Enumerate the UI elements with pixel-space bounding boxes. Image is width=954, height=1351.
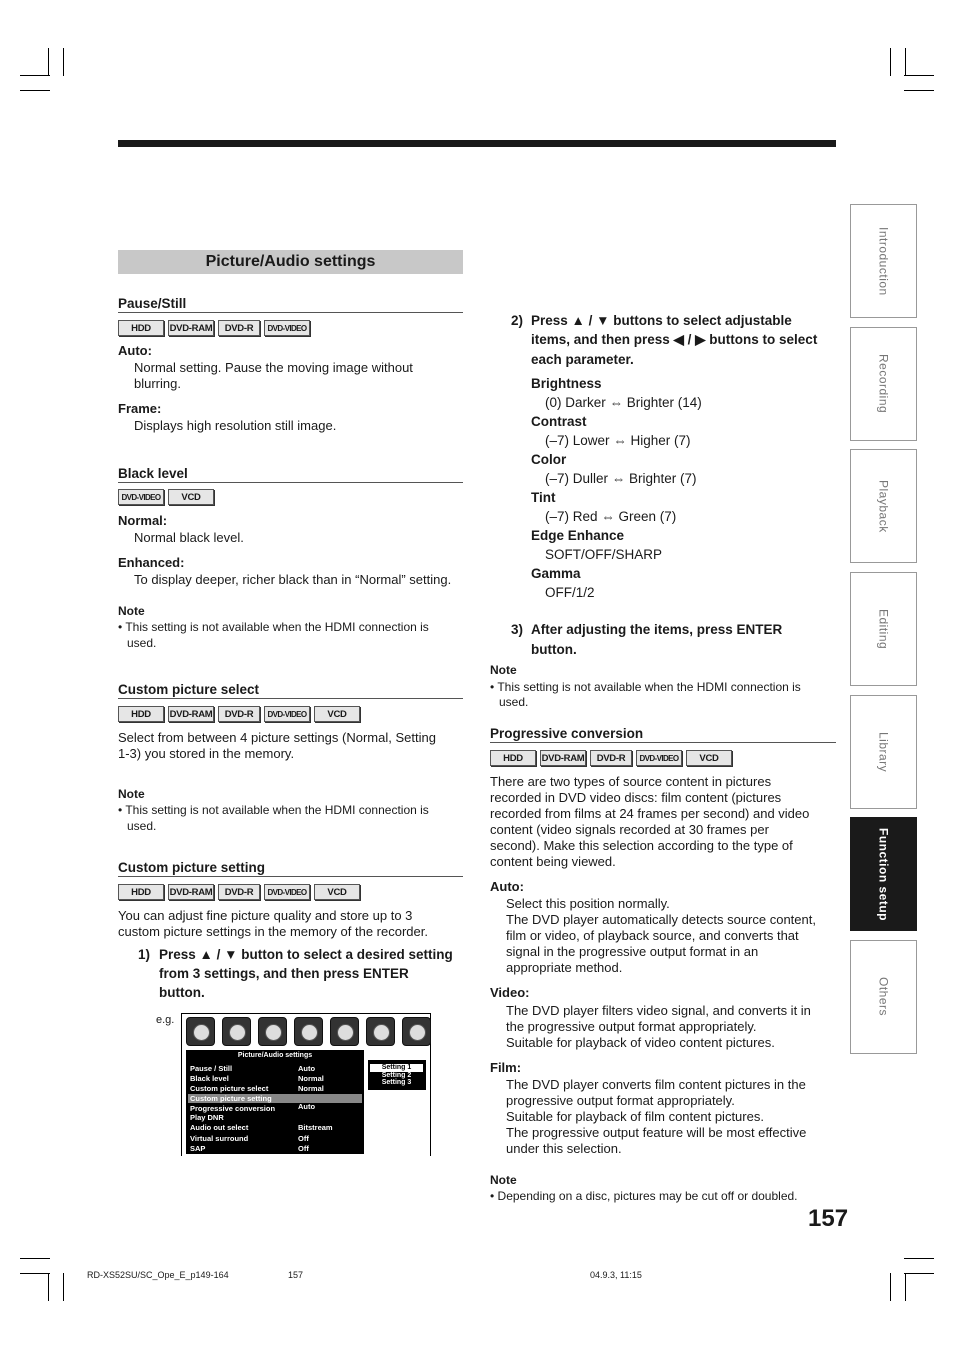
param-range: SOFT/OFF/SHARP — [545, 547, 663, 562]
note-text: used. — [127, 636, 157, 650]
option-text: The DVD player converts film content pictures in the — [506, 1077, 806, 1092]
note-text: • This setting is not available when the HDMI connection is — [118, 803, 429, 817]
step-text: from 3 settings, and then press ENTER — [159, 966, 409, 981]
crop-mark — [20, 75, 50, 76]
crop-mark — [48, 1273, 49, 1301]
step-number: 2) — [511, 313, 524, 328]
step-text: Press ▲ / ▼ button to select a desired setting — [159, 947, 453, 962]
option-label: Auto: — [118, 343, 152, 358]
option-label: Frame: — [118, 401, 162, 416]
step-text: items, and then press ◀ / ▶ buttons to select — [531, 332, 818, 347]
tab-label: Introduction — [876, 226, 891, 296]
disc-badges — [118, 706, 360, 721]
tab-editing[interactable] — [850, 572, 917, 686]
osd-menu-title: Picture/Audio settings — [237, 1052, 313, 1059]
osd-row-key: Pause / Still — [190, 1064, 233, 1073]
param-name: Brightness — [531, 376, 602, 391]
section-heading-pause-still: Pause/Still — [118, 296, 463, 313]
option-text: the progressive output format appropriately. — [506, 1019, 757, 1034]
osd-row-key: Play DNR — [190, 1113, 224, 1122]
option-text: blurring. — [134, 376, 181, 391]
body-text: You can adjust fine picture quality and store up to 3 — [118, 908, 413, 923]
param-name: Tint — [531, 490, 556, 505]
option-text: under this selection. — [506, 1141, 622, 1156]
step-number: 3) — [511, 622, 524, 637]
param-range: (0) Darker ⇔ Brighter (14) — [545, 395, 702, 410]
osd-menu-row — [188, 1104, 362, 1113]
badge-dvd-ram: DVD-RAM — [168, 706, 214, 722]
osd-row-value: Normal — [298, 1084, 324, 1093]
step-text: Press ▲ / ▼ buttons to select adjustable — [531, 313, 792, 328]
option-text: The DVD player automatically detects source content, — [506, 912, 816, 927]
disc-badges — [118, 320, 310, 335]
osd-row-key: SAP — [190, 1144, 206, 1153]
osd-row-key: Progressive conversion — [190, 1104, 276, 1113]
crop-mark — [890, 1273, 891, 1301]
note-heading: Note — [490, 663, 517, 677]
osd-row-value: Off — [298, 1134, 309, 1143]
badge-dvd-video: DVD-VIDEO — [636, 750, 682, 766]
badge-hdd: HDD — [118, 884, 164, 900]
badge-dvd-video: DVD-VIDEO — [118, 489, 164, 505]
osd-row-value: Auto — [298, 1064, 316, 1073]
osd-menu — [186, 1050, 364, 1154]
osd-icon-bar — [186, 1017, 431, 1046]
osd-menu-row — [188, 1064, 362, 1073]
osd-sub-option-selected: Setting 1 — [370, 1064, 423, 1072]
option-label: Video: — [490, 985, 530, 1000]
crop-mark — [48, 48, 49, 76]
option-text: appropriate method. — [506, 960, 623, 975]
wrench-icon — [366, 1017, 395, 1046]
tab-label: Editing — [876, 608, 891, 650]
param-name: Gamma — [531, 566, 581, 581]
header-rule — [118, 140, 836, 147]
recorder-icon — [402, 1017, 431, 1046]
param-range: (–7) Red ⇔ Green (7) — [545, 509, 677, 524]
crop-mark — [904, 90, 934, 91]
crop-mark — [63, 48, 64, 76]
osd-row-value: Off — [298, 1144, 309, 1153]
picture-icon — [294, 1017, 323, 1046]
osd-menu-row — [188, 1144, 362, 1153]
crop-mark — [20, 1258, 50, 1259]
osd-row-value: Bitstream — [298, 1123, 333, 1132]
section-heading-custom-picture-setting: Custom picture setting — [118, 860, 463, 877]
osd-row-value: Normal — [298, 1074, 324, 1083]
dvd-icon — [186, 1017, 215, 1046]
option-text: signal in the progressive output format in an — [506, 944, 759, 959]
osd-row-key: Virtual surround — [190, 1134, 249, 1143]
step-number: 1) — [138, 947, 151, 962]
crop-mark — [20, 90, 50, 91]
note-text: used. — [127, 819, 157, 833]
body-text: recorded in DVD video discs: film content (pictures — [490, 790, 782, 805]
tab-label: Function setup — [876, 827, 891, 921]
option-text: The DVD player filters video signal, and converts it in — [506, 1003, 811, 1018]
crop-mark — [905, 48, 906, 76]
badge-dvd-ram: DVD-RAM — [168, 320, 214, 336]
osd-menu-row — [188, 1113, 362, 1122]
badge-vcd: VCD — [314, 884, 360, 900]
option-text: film or video, of playback source, and converts that — [506, 928, 799, 943]
crop-mark — [890, 48, 891, 76]
option-label: Film: — [490, 1060, 522, 1075]
osd-screen — [181, 1013, 431, 1156]
tab-library[interactable] — [850, 695, 917, 809]
badge-dvd-ram: DVD-RAM — [168, 884, 214, 900]
option-label: Auto: — [490, 879, 524, 894]
note-text: • Depending on a disc, pictures may be cut off or doubled. — [490, 1189, 798, 1203]
osd-menu-row — [188, 1123, 362, 1132]
badge-dvd-video: DVD-VIDEO — [264, 320, 310, 336]
param-range: OFF/1/2 — [545, 585, 595, 600]
osd-menu-row — [188, 1084, 362, 1093]
param-range: (–7) Lower ⇔ Higher (7) — [545, 433, 691, 448]
osd-menu-row-selected — [188, 1094, 362, 1103]
option-text: Suitable for playback of video content pictures. — [506, 1035, 775, 1050]
osd-sub-option: Setting 2 — [381, 1072, 412, 1079]
disc-icon — [222, 1017, 251, 1046]
badge-dvd-video: DVD-VIDEO — [264, 884, 310, 900]
note-text: • This setting is not available when the HDMI connection is — [490, 680, 801, 694]
body-text: custom picture settings in the memory of the recorder. — [118, 924, 428, 939]
osd-row-key: Black level — [190, 1074, 229, 1083]
param-name: Contrast — [531, 414, 587, 429]
badge-dvd-r: DVD-R — [218, 320, 260, 336]
option-text: To display deeper, richer black than in “Normal” setting. — [134, 572, 452, 587]
note-heading: Note — [490, 1173, 517, 1187]
step-text: button. — [159, 985, 205, 1000]
option-text: Normal black level. — [134, 530, 244, 545]
footer-file: RD-XS52SU/SC_Ope_E_p149-164 — [87, 1270, 229, 1280]
option-text: Select this position normally. — [506, 896, 670, 911]
disc-badges — [118, 489, 214, 504]
page-title: Picture/Audio settings — [118, 250, 463, 274]
body-text: content being viewed. — [490, 854, 616, 869]
step-text: button. — [531, 642, 577, 657]
tab-label: Recording — [876, 354, 891, 414]
param-name: Edge Enhance — [531, 528, 625, 543]
crop-mark — [905, 1273, 906, 1301]
badge-dvd-ram: DVD-RAM — [540, 750, 586, 766]
option-label: Normal: — [118, 513, 168, 528]
badge-vcd: VCD — [686, 750, 732, 766]
badge-hdd: HDD — [118, 706, 164, 722]
osd-row-key: Custom picture select — [190, 1084, 269, 1093]
option-label: Enhanced: — [118, 555, 185, 570]
note-text: • This setting is not available when the HDMI connection is — [118, 620, 429, 634]
option-text: Displays high resolution still image. — [134, 418, 337, 433]
osd-menu-row — [188, 1134, 362, 1143]
tab-recording[interactable] — [850, 327, 917, 441]
badge-dvd-r: DVD-R — [590, 750, 632, 766]
satellite-icon — [330, 1017, 359, 1046]
note-heading: Note — [118, 787, 145, 801]
badge-hdd: HDD — [490, 750, 536, 766]
crop-mark — [904, 1258, 934, 1259]
param-range: (–7) Duller ⇔ Brighter (7) — [545, 471, 697, 486]
osd-row-key: Custom picture setting — [190, 1094, 272, 1103]
step-text: each parameter. — [531, 352, 634, 367]
osd-menu-row — [188, 1074, 362, 1083]
body-text: second). Make this selection according to the type of — [490, 838, 793, 853]
film-icon — [258, 1017, 287, 1046]
body-text: content (video signals recorded at 30 frames per — [490, 822, 769, 837]
option-text: Suitable for playback of film content pictures. — [506, 1109, 764, 1124]
example-label: e.g. — [156, 1014, 175, 1026]
tab-others[interactable] — [850, 940, 917, 1054]
body-text: There are two types of source content in pictures — [490, 774, 772, 789]
step-text: After adjusting the items, press ENTER — [531, 622, 783, 637]
badge-dvd-video: DVD-VIDEO — [264, 706, 310, 722]
osd-row-key: Audio out select — [190, 1123, 249, 1132]
body-text: 1-3) you stored in the memory. — [118, 746, 295, 761]
badge-vcd: VCD — [314, 706, 360, 722]
section-heading-black-level: Black level — [118, 466, 463, 483]
disc-badges — [490, 750, 732, 765]
disc-badges — [118, 884, 360, 899]
crop-mark — [904, 75, 934, 76]
param-name: Color — [531, 452, 567, 467]
footer-date: 04.9.3, 11:15 — [590, 1270, 642, 1280]
option-text: Normal setting. Pause the moving image without — [134, 360, 413, 375]
crop-mark — [20, 1273, 50, 1274]
osd-sub-option: Setting 3 — [381, 1079, 412, 1086]
badge-dvd-r: DVD-R — [218, 706, 260, 722]
page-number: 157 — [808, 1205, 849, 1232]
tab-label: Others — [876, 977, 891, 1017]
badge-vcd: VCD — [168, 489, 214, 505]
osd-submenu — [368, 1060, 426, 1090]
osd-row-value: Auto — [298, 1102, 316, 1111]
body-text: recorded from films at 24 frames per second) and video — [490, 806, 810, 821]
badge-dvd-r: DVD-R — [218, 884, 260, 900]
body-text: Select from between 4 picture settings (Normal, Setting — [118, 730, 436, 745]
note-heading: Note — [118, 604, 145, 618]
badge-hdd: HDD — [118, 320, 164, 336]
tab-label: Library — [876, 731, 891, 773]
crop-mark — [904, 1273, 934, 1274]
footer-page: 157 — [288, 1270, 304, 1280]
tab-introduction[interactable] — [850, 204, 917, 318]
crop-mark — [63, 1273, 64, 1301]
tab-function-setup[interactable] — [850, 817, 917, 931]
tab-label: Playback — [876, 479, 891, 533]
tab-playback[interactable] — [850, 449, 917, 563]
option-text: progressive output format appropriately. — [506, 1093, 735, 1108]
section-heading-custom-picture-select: Custom picture select — [118, 682, 463, 699]
note-text: used. — [499, 695, 529, 709]
section-heading-progressive-conversion: Progressive conversion — [490, 726, 836, 743]
option-text: The progressive output feature will be most effective — [506, 1125, 807, 1140]
